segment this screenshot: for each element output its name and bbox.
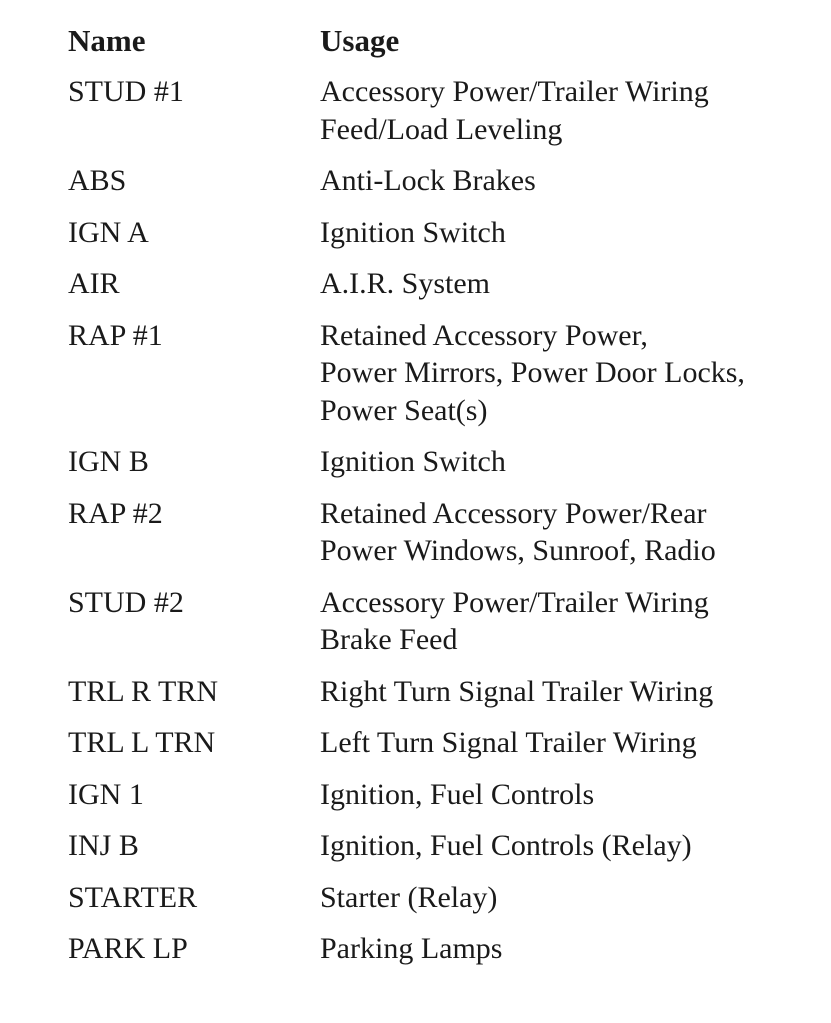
table-row	[68, 879, 808, 917]
fuse-usage-cell: Parking Lamps	[320, 932, 503, 965]
fuse-usage-cell: Retained Accessory Power/Rear Power Windows, Sunroof, Radio	[320, 496, 716, 567]
fuse-name-cell: IGN 1	[68, 777, 144, 811]
fuse-name-cell: STUD #2	[68, 585, 184, 619]
fuse-usage-cell: A.I.R. System	[320, 267, 491, 300]
fuse-name-cell: TRL R TRN	[68, 674, 219, 708]
table-row	[68, 73, 808, 148]
fuse-usage-cell: Left Turn Signal Trailer Wiring	[320, 726, 697, 759]
fuse-usage-table	[68, 20, 808, 982]
table-row	[68, 930, 808, 968]
table-row	[68, 776, 808, 814]
fuse-usage-cell: Anti-Lock Brakes	[320, 164, 536, 197]
fuse-name-cell: AIR	[68, 267, 120, 300]
fuse-usage-cell: Right Turn Signal Trailer Wiring	[320, 674, 714, 708]
table-row	[68, 317, 808, 430]
fuse-name-cell: IGN B	[68, 445, 149, 478]
name-column-header: Name	[68, 23, 146, 58]
fuse-name-cell: PARK LP	[68, 932, 188, 965]
fuse-name-cell: RAP #2	[68, 496, 163, 530]
usage-column-header: Usage	[320, 23, 400, 58]
table-row	[68, 265, 808, 303]
fuse-name-cell: STARTER	[68, 880, 198, 914]
table-row	[68, 443, 808, 481]
fuse-usage-cell: Ignition, Fuel Controls	[320, 777, 595, 811]
table-row	[68, 495, 808, 570]
table-row	[68, 214, 808, 252]
table-header-row	[68, 20, 808, 68]
table-row	[68, 827, 808, 865]
fuse-usage-cell: Accessory Power/Trailer Wiring Feed/Load Leveling	[320, 75, 709, 146]
fuse-usage-cell: Ignition, Fuel Controls (Relay)	[320, 829, 692, 862]
fuse-usage-cell: Ignition Switch	[320, 215, 506, 249]
fuse-usage-cell: Accessory Power/Trailer Wiring Brake Feed	[320, 585, 709, 656]
table-body	[68, 73, 808, 968]
fuse-usage-cell: Ignition Switch	[320, 445, 506, 478]
fuse-name-cell: ABS	[68, 164, 127, 197]
fuse-name-cell: INJ B	[68, 829, 139, 862]
fuse-usage-cell: Retained Accessory Power, Power Mirrors, Power Door Locks, Power Seat(s)	[320, 318, 745, 427]
table-row	[68, 673, 808, 711]
fuse-name-cell: IGN A	[68, 215, 149, 249]
fuse-name-cell: RAP #1	[68, 318, 163, 352]
table-row	[68, 584, 808, 659]
table-row	[68, 162, 808, 200]
fuse-usage-cell: Starter (Relay)	[320, 880, 498, 914]
fuse-name-cell: STUD #1	[68, 75, 184, 108]
fuse-name-cell: TRL L TRN	[68, 726, 216, 759]
table-row	[68, 724, 808, 762]
